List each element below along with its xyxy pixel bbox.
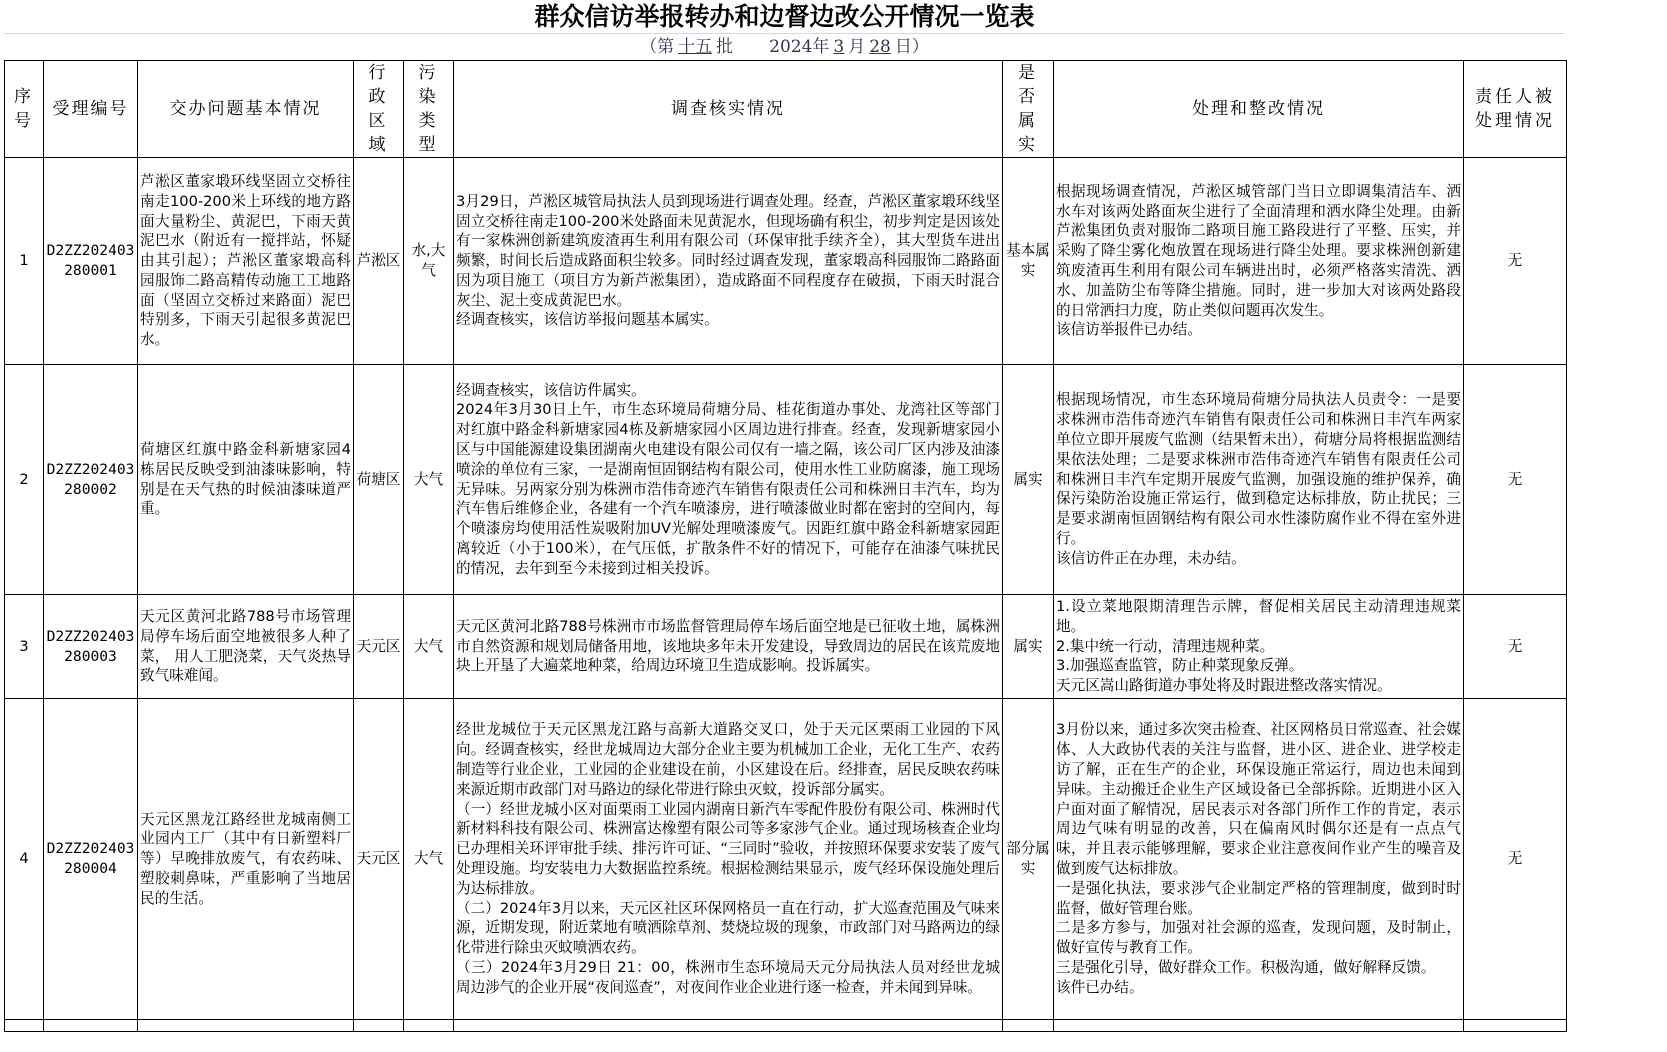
row-number: 4 <box>5 699 44 1020</box>
receipt-code: D2ZZ202403280001 <box>46 242 135 279</box>
handling-paragraph: 三是强化引导，做好群众工作。积极沟通，做好解释反馈。 <box>1056 958 1436 976</box>
problem-description: 天元区黄河北路788号市场管理局停车场后面空地被很多人种了菜， 用人工肥浇菜，天气炎热导致气味难闻。 <box>138 595 354 699</box>
header-problem: 交办问题基本情况 <box>138 61 354 158</box>
receipt-code: D2ZZ202403280003 <box>46 627 135 665</box>
header-responsible: 责任人被处理情况 <box>1464 61 1567 158</box>
header-verified: 是否属实 <box>1003 61 1054 158</box>
problem-description: 天元区黑龙江路经世龙城南侧工业园内工厂（其中有日新塑料厂等）早晚排放废气，有农药味、塑胶刺鼻味，严重影响了当地居民的生活。 <box>138 699 354 1020</box>
header-investigation: 调查核实情况 <box>454 61 1003 158</box>
handling-paragraph: 3.加强巡查监管，防止种菜现象反弹。 <box>1056 657 1304 675</box>
handling-paragraph: 该件已办结。 <box>1056 978 1144 996</box>
investigation-result <box>454 365 1003 595</box>
table-row <box>5 595 1567 699</box>
receipt-code: D2ZZ202403280002 <box>46 460 135 498</box>
empty-cell <box>354 1020 404 1032</box>
investigation-result <box>454 158 1003 365</box>
table-row <box>5 365 1567 595</box>
handling-paragraph: 该信访件正在办理，未办结。 <box>1056 549 1246 567</box>
verified-status: 属实 <box>1003 595 1054 699</box>
handling-paragraph: 一是强化执法，要求涉气企业制定严格的管理制度，做到时时监督，做好管理台账。 <box>1056 879 1461 917</box>
header-handling: 处理和整改情况 <box>1054 61 1464 158</box>
table-row-partial <box>5 1020 1567 1032</box>
investigation-paragraph: （三）2024年3月29日 21：00，株洲市生态环境局天元分局执法人员对经世龙城周边涉气的企业开展“夜间巡查”，对夜间作业企业进行逐一检查，并未闻到异味。 <box>456 958 1000 996</box>
verified-status: 部分属实 <box>1003 699 1054 1020</box>
complaints-table <box>4 60 1567 1032</box>
empty-cell <box>5 1020 44 1032</box>
empty-cell <box>404 1020 454 1032</box>
investigation-result <box>454 595 1003 699</box>
investigation-paragraph: 3月29日，芦淞区城管局执法人员到现场进行调查处理。经查，芦淞区董家塅环线坚固立交桥往南走100-200米处路面未见黄泥水，但现场确有积尘，初步判定是因该处有一家株洲创新建筑废渣再生利用有限公司（环保审批手续齐全），其大型货车进出频繁，时间长后造成路面积尘较多。同时经过调查发现，董家塅高科园服饰二路路面因为项目施工（项目方为新芦淞集团），造成路面不同程度存在破损，下雨天时混合灰尘、泥土变成黄泥巴水。 <box>456 192 1000 309</box>
batch-number: 十五 <box>678 37 713 57</box>
year: 2024年 <box>769 37 830 57</box>
handling-paragraph: 该信访举报件已办结。 <box>1056 321 1202 339</box>
table-row <box>5 699 1567 1020</box>
table-row <box>5 158 1567 365</box>
handling-paragraph: 二是多方参与，加强对社会源的巡查，发现问题，及时制止，做好宣传与教育工作。 <box>1056 919 1461 957</box>
row-number: 2 <box>5 365 44 595</box>
verified-status: 属实 <box>1003 365 1054 595</box>
problem-description: 芦淞区董家塅环线坚固立交桥往南走100-200米上环线的地方路面大量粉尘、黄泥巴，下雨天黄泥巴水（附近有一搅拌站，怀疑由其引起）；芦淞区董家塅高科园服饰二路高精传动施工工地路面（坚固立交桥过来路面）泥巴特别多，下雨天引起很多黄泥巴水。 <box>138 158 354 365</box>
empty-cell <box>138 1020 354 1032</box>
header-region: 行政区域 <box>354 61 404 158</box>
investigation-paragraph: （二）2024年3月以来，天元区社区环保网格员一直在行动，扩大巡查范围及气味来源，近期发现，附近菜地有喷洒除草剂、焚烧垃圾的现象，市政部门对马路两边的绿化带进行除虫灭蚊喷洒农药。 <box>456 899 1000 957</box>
receipt-code-cell <box>44 365 138 595</box>
region: 芦淞区 <box>354 158 404 365</box>
investigation-paragraph: 经调查核实，该信访件属实。 <box>456 381 646 399</box>
empty-cell <box>44 1020 138 1032</box>
handling-paragraph: 根据现场情况，市生态环境局荷塘分局执法人员责令：一是要求株洲市浩伟奇迹汽车销售有限责任公司和株洲日丰汽车两家单位立即开展废气监测（结果暂未出），荷塘分局将根据监测结果依法处理；二是要求株洲市浩伟奇迹汽车销售有限责任公司和株洲日丰汽车定期开展废气监测，加强设施的维护保养，确保污染防治设施正常运行，做到稳定达标排放，防止扰民；三是要求湖南恒固钢结构有限公司水性漆防腐作业不得在室外进行。 <box>1056 391 1461 547</box>
receipt-code-cell <box>44 699 138 1020</box>
day: 28 <box>869 37 891 57</box>
handling-paragraph: 2.集中统一行动，清理违规种菜。 <box>1056 637 1275 655</box>
empty-cell <box>1054 1020 1464 1032</box>
handling-paragraph: 天元区嵩山路街道办事处将及时跟进整改落实情况。 <box>1056 677 1392 695</box>
empty-cell <box>1003 1020 1054 1032</box>
handling-paragraph: 根据现场调查情况，芦淞区城管部门当日立即调集清洁车、洒水车对该两处路面灰尘进行了全面清理和洒水降尘处理。由新芦淞集团负责对服饰二路项目施工路段进行了平整、压实，并采购了降尘雾化炮放置在现场进行降尘处理。要求株洲创新建筑废渣再生利用有限公司车辆进出时，必须严格落实清洗、洒水、加盖防尘布等降尘措施。同时，进一步加大对该两处路段的日常洒扫力度，防止类似问题再次发生。 <box>1056 182 1461 319</box>
handling-result <box>1054 365 1464 595</box>
receipt-code: D2ZZ202403280004 <box>46 840 135 877</box>
region: 天元区 <box>354 699 404 1020</box>
row-number: 3 <box>5 595 44 699</box>
pollution-type: 大气 <box>404 595 454 699</box>
region: 荷塘区 <box>354 365 404 595</box>
receipt-code-cell <box>44 595 138 699</box>
month-suffix: 月 <box>848 37 866 57</box>
pollution-type: 大气 <box>404 699 454 1020</box>
verified-status: 基本属实 <box>1003 158 1054 365</box>
investigation-paragraph: 天元区黄河北路788号株洲市市场监督管理局停车场后面空地是已征收土地，属株洲市自然资源和规划局储备用地，该地块多年未开发建设，导致周边的居民在该荒废地块上开垦了大遍菜地种菜，给周边环境卫生造成影响。投诉属实。 <box>456 617 1000 675</box>
responsible-handling: 无 <box>1464 699 1567 1020</box>
empty-cell <box>454 1020 1003 1032</box>
empty-cell <box>1464 1020 1567 1032</box>
investigation-paragraph: 2024年3月30日上午，市生态环境局荷塘分局、桂花街道办事处、龙湾社区等部门对红旗中路金科新塘家园4栋及新塘家园小区周边进行排查。经查，发现新塘家园小区与中国能源建设集团湖南火电建设有限公司仅有一墙之隔，该公司厂区内涉及油漆喷涂的单位有三家，一是湖南恒固钢结构有限公司，使用水性工业防腐漆，施工现场无异味。另两家分别为株洲市浩伟奇迹汽车销售有限责任公司和株洲日丰汽车，均为汽车售后维修企业，各建有一个汽车喷漆房，进行喷漆做业时都在密封的空间内，每个喷漆房均使用活性炭吸附加UV光解处理喷漆废气。因距红旗中路金科新塘家园距离较近（小于100米），在气压低，扩散条件不好的情况下，可能存在油漆气味扰民的情况，去年到至今未接到过相关投诉。 <box>456 401 1000 577</box>
day-suffix: 日） <box>894 37 929 57</box>
investigation-paragraph: 经世龙城位于天元区黑龙江路与高新大道路交叉口，处于天元区栗雨工业园的下风向。经调查核实，经世龙城周边大部分企业主要为机械加工企业，无化工生产、农药制造等行业企业，工业园的企业建设在前，小区建设在后。经排查，居民反映农药味来源近期市政部门对马路边的绿化带进行除虫灭蚊，投诉部分属实。 <box>456 721 1000 798</box>
investigation-paragraph: 经调查核实，该信访举报问题基本属实。 <box>456 311 719 329</box>
investigation-paragraph: （一）经世龙城小区对面栗雨工业园内湖南日新汽车零配件股份有限公司、株洲时代新材料科技有限公司、株洲富达橡塑有限公司等多家涉气企业。通过现场核查企业均已办理相关环评审批手续、排污许可证、“三同时”验收，并按照环保要求安装了废气处理设施。均安装电力大数据监控系统。根据检测结果显示，废气经环保设施处理后为达标排放。 <box>456 800 1000 897</box>
responsible-handling: 无 <box>1464 365 1567 595</box>
header-pollution: 污染类型 <box>404 61 454 158</box>
handling-result <box>1054 699 1464 1020</box>
responsible-handling: 无 <box>1464 595 1567 699</box>
handling-paragraph: 1.设立菜地限期清理告示牌，督促相关居民主动清理违规菜地。 <box>1056 598 1461 635</box>
problem-description: 荷塘区红旗中路金科新塘家园4栋居民反映受到油漆味影响，特别是在天气热的时候油漆味道严重。 <box>138 365 354 595</box>
batch-date-subtitle <box>4 34 1565 60</box>
responsible-handling: 无 <box>1464 158 1567 365</box>
handling-result <box>1054 158 1464 365</box>
receipt-code-cell <box>44 158 138 365</box>
header-no: 序号 <box>5 61 44 158</box>
month: 3 <box>833 37 845 57</box>
handling-paragraph: 3月份以来，通过多次突击检查、社区网格员日常巡查、社会媒体、人大政协代表的关注与监督，进小区、进企业、进学校走访了解，正在生产的企业，环保设施正常运行，周边也未闻到异味。主动搬迁企业生产区域设备已全部拆除。近期进小区入户面对面了解情况，居民表示对各部门所作工作的肯定，表示周边气味有明显的改善，只在偏南风时偶尔还是有一点点气味，并且表示能够理解，要求企业注意夜间作业产生的噪音及做到废气达标排放。 <box>1056 721 1461 877</box>
subtitle-open: （第 <box>640 37 675 57</box>
batch-suffix: 批 <box>716 37 734 57</box>
page-title: 群众信访举报转办和边督边改公开情况一览表 <box>4 0 1565 34</box>
pollution-type: 水,大气 <box>404 158 454 365</box>
pollution-type: 大气 <box>404 365 454 595</box>
header-code: 受理编号 <box>44 61 138 158</box>
handling-result <box>1054 595 1464 699</box>
header-row <box>5 61 1567 158</box>
region: 天元区 <box>354 595 404 699</box>
row-number: 1 <box>5 158 44 365</box>
investigation-result <box>454 699 1003 1020</box>
